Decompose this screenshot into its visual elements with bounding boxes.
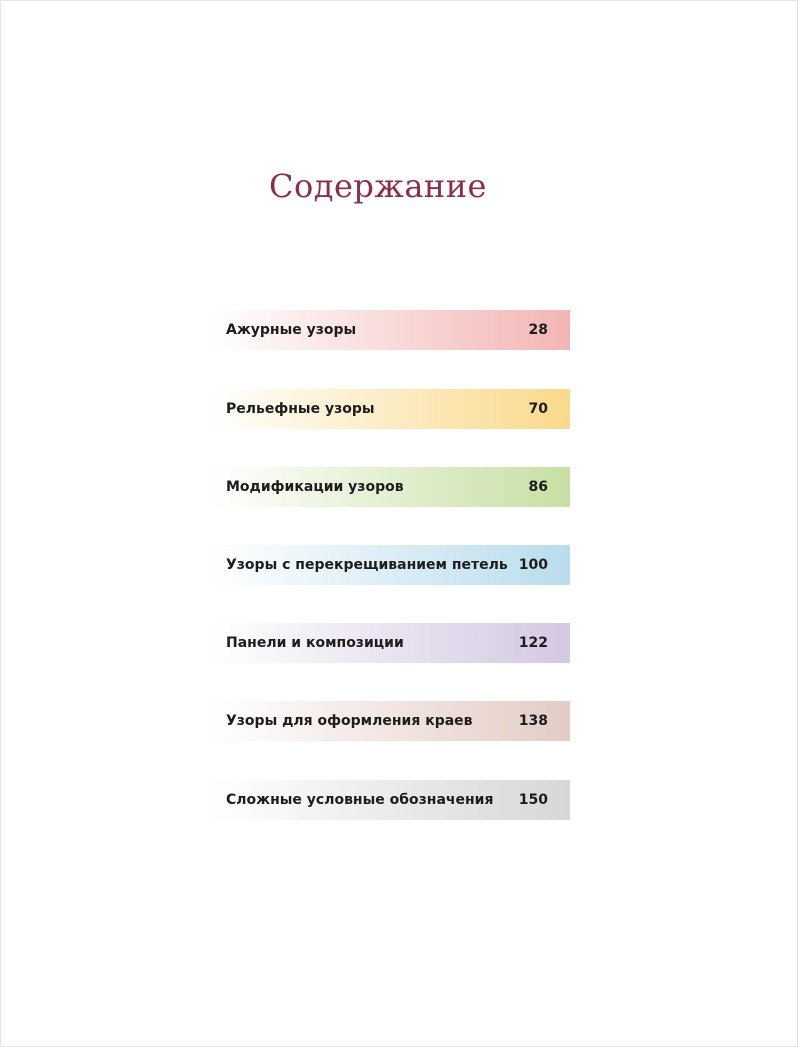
toc-entry-openwork-patterns[interactable] (211, 310, 570, 350)
toc-entry-label: Рельефные узоры (226, 401, 375, 417)
toc-entry-label: Узоры для оформления краев (226, 713, 473, 729)
toc-entry-page-number: 100 (518, 557, 548, 573)
toc-entry-page-number: 28 (528, 322, 548, 338)
toc-entry-relief-patterns[interactable] (211, 389, 570, 429)
toc-entry-page-number: 86 (528, 479, 548, 495)
page-title: Содержание (269, 167, 487, 205)
toc-entry-pattern-modifications[interactable] (211, 467, 570, 507)
toc-entry-page-number: 150 (518, 792, 548, 808)
toc-entry-complex-symbols[interactable] (211, 780, 570, 820)
toc-entry-label: Сложные условные обозначения (226, 792, 494, 808)
toc-entry-label: Панели и композиции (226, 635, 404, 651)
toc-entry-page-number: 138 (518, 713, 548, 729)
toc-entry-label: Узоры с перекрещиванием петель (226, 557, 508, 573)
toc-entry-panels-and-compositions[interactable] (211, 623, 570, 663)
toc-entry-crossed-stitch-patterns[interactable] (211, 545, 570, 585)
toc-entry-edge-patterns[interactable] (211, 701, 570, 741)
toc-entry-page-number: 122 (518, 635, 548, 651)
toc-entry-label: Ажурные узоры (226, 322, 357, 338)
toc-entry-page-number: 70 (528, 401, 548, 417)
toc-entry-label: Модификации узоров (226, 479, 404, 495)
